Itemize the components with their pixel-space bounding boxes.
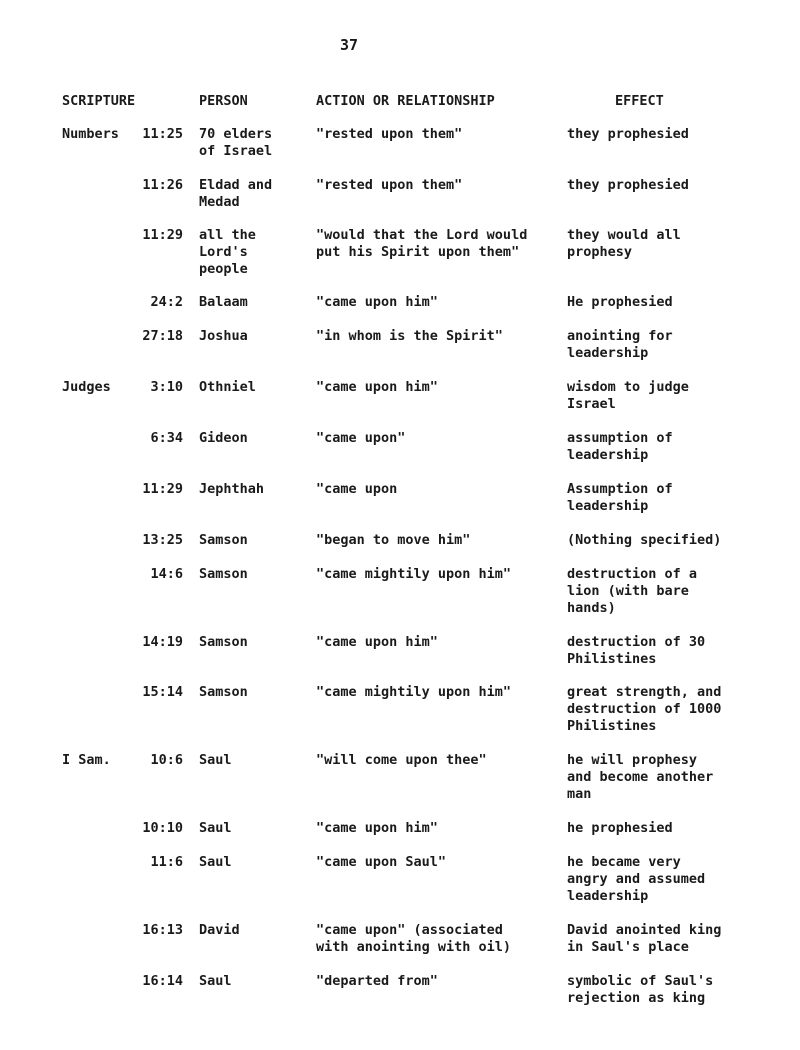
cell-effect: Assumption of leadership — [567, 481, 673, 514]
cell-ref: 3:10 — [150, 379, 183, 395]
cell-person: Jephthah — [199, 481, 265, 497]
cell-effect: wisdom to judge Israel — [567, 379, 689, 412]
cell-effect: he became very angry and assumed leadership — [567, 854, 706, 904]
cell-ref: 14:19 — [142, 634, 183, 650]
cell-ref: 15:14 — [142, 684, 183, 700]
cell-person: Joshua — [199, 328, 248, 344]
cell-action: "came mightily upon him" — [316, 566, 512, 582]
cell-action: "came upon him" — [316, 820, 438, 836]
cell-action: "rested upon them" — [316, 177, 463, 193]
cell-person: David — [199, 922, 240, 938]
cell-action: "departed from" — [316, 973, 438, 989]
cell-ref: 11:26 — [142, 177, 183, 193]
header-person: PERSON — [199, 93, 248, 109]
cell-person: Saul — [199, 752, 232, 768]
cell-action: "came upon" (associated with anointing with oil) — [316, 922, 512, 955]
cell-ref: 10:10 — [142, 820, 183, 836]
cell-person: Saul — [199, 973, 232, 989]
cell-person: Samson — [199, 532, 248, 548]
cell-person: 70 elders of Israel — [199, 126, 273, 159]
cell-action: "came upon him" — [316, 634, 438, 650]
cell-action: "came upon Saul" — [316, 854, 447, 870]
cell-effect: assumption of leadership — [567, 430, 673, 463]
cell-action: "came upon him" — [316, 379, 438, 395]
cell-action: "rested upon them" — [316, 126, 463, 142]
cell-effect: he prophesied — [567, 820, 673, 836]
cell-effect: symbolic of Saul's rejection as king — [567, 973, 714, 1006]
cell-effect: they would all prophesy — [567, 227, 681, 260]
cell-person: Samson — [199, 684, 248, 700]
header-action: ACTION OR RELATIONSHIP — [316, 93, 495, 109]
cell-person: Balaam — [199, 294, 248, 310]
cell-person: Saul — [199, 820, 232, 836]
cell-ref: 11:29 — [142, 227, 183, 243]
cell-effect: (Nothing specified) — [567, 532, 722, 548]
cell-person: Othniel — [199, 379, 256, 395]
cell-ref: 14:6 — [150, 566, 183, 582]
header-scripture: SCRIPTURE — [62, 93, 136, 109]
cell-book: Judges — [62, 379, 111, 395]
cell-ref: 10:6 — [150, 752, 183, 768]
cell-ref: 11:6 — [150, 854, 183, 870]
cell-action: "began to move him" — [316, 532, 471, 548]
cell-effect: He prophesied — [567, 294, 673, 310]
cell-effect: great strength, and destruction of 1000 Philistines — [567, 684, 722, 734]
cell-book: I Sam. — [62, 752, 111, 768]
cell-person: Samson — [199, 634, 248, 650]
cell-action: "will come upon thee" — [316, 752, 487, 768]
cell-effect: they prophesied — [567, 177, 689, 193]
cell-person: Gideon — [199, 430, 248, 446]
cell-effect: destruction of a lion (with bare hands) — [567, 566, 698, 616]
cell-person: Samson — [199, 566, 248, 582]
cell-action: "came upon him" — [316, 294, 438, 310]
page-number: 37 — [340, 36, 359, 54]
cell-ref: 6:34 — [150, 430, 183, 446]
header-effect: EFFECT — [615, 93, 664, 109]
cell-effect: they prophesied — [567, 126, 689, 142]
cell-effect: he will prophesy and become another man — [567, 752, 714, 802]
cell-ref: 27:18 — [142, 328, 183, 344]
cell-ref: 11:29 — [142, 481, 183, 497]
cell-person: all the Lord's people — [199, 227, 256, 277]
cell-action: "in whom is the Spirit" — [316, 328, 503, 344]
cell-book: Numbers — [62, 126, 119, 142]
cell-action: "came upon — [316, 481, 398, 497]
cell-effect: destruction of 30 Philistines — [567, 634, 706, 667]
cell-person: Saul — [199, 854, 232, 870]
cell-effect: anointing for leadership — [567, 328, 673, 361]
cell-ref: 24:2 — [150, 294, 183, 310]
cell-ref: 16:14 — [142, 973, 183, 989]
cell-action: "would that the Lord would put his Spirit upon them" — [316, 227, 528, 260]
cell-person: Eldad and Medad — [199, 177, 273, 210]
cell-effect: David anointed king in Saul's place — [567, 922, 722, 955]
cell-ref: 11:25 — [142, 126, 183, 142]
cell-action: "came mightily upon him" — [316, 684, 512, 700]
cell-ref: 13:25 — [142, 532, 183, 548]
cell-action: "came upon" — [316, 430, 406, 446]
cell-ref: 16:13 — [142, 922, 183, 938]
